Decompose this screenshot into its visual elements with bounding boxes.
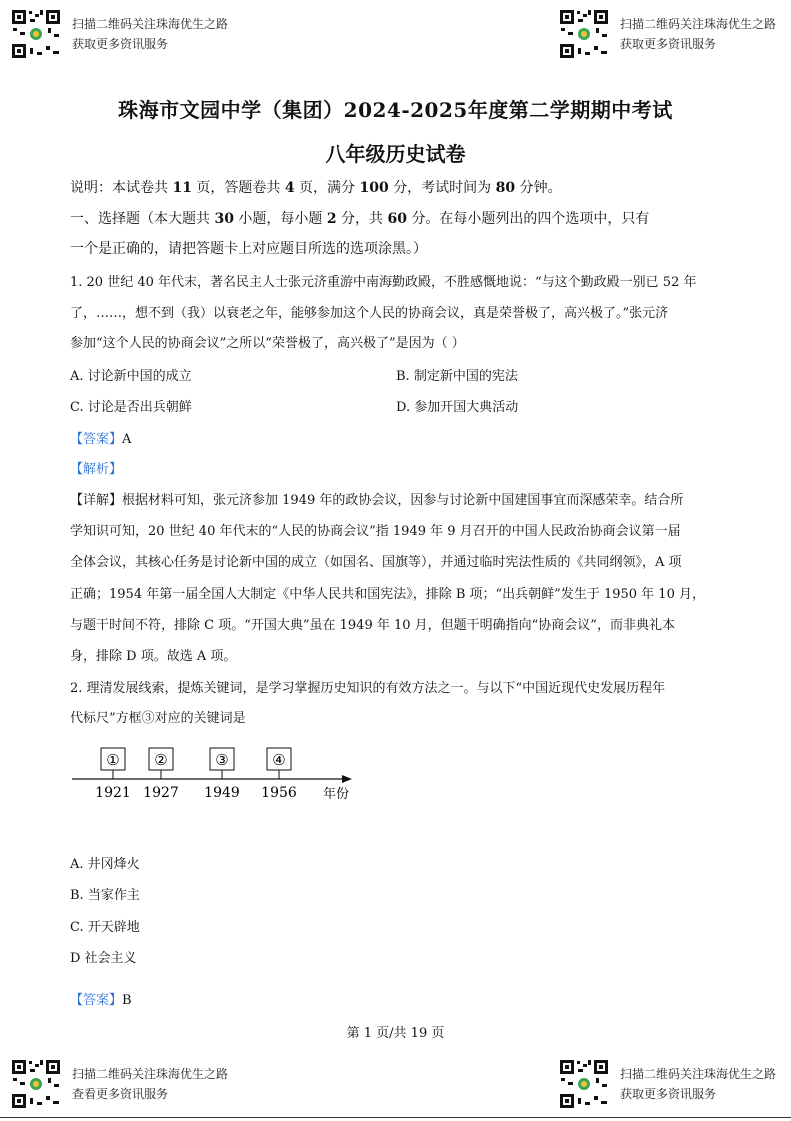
- watermark-line: 扫描二维码关注珠海优生之路: [72, 17, 229, 31]
- q1-option-c: C. 讨论是否出兵朝鲜: [70, 400, 192, 415]
- section-heading: 一、选择题（本大题共 30 小题，每小题 2 分，共 60 分。在每小题列出的四个选项中，只有: [70, 211, 650, 227]
- timeline-marker: [95, 748, 131, 801]
- qr-code-icon: [558, 1058, 610, 1110]
- q1-stem: 1. 20 世纪 40 年代末，著名民主人士张元济重游中南海勤政殿，不胜感慨地说：“与这个勤政殿一别已 52 年: [70, 275, 697, 290]
- timeline-label: ④: [272, 751, 286, 769]
- q1-detail: 学知识可知，20 世纪 40 年代末的“人民的协商会议”指 1949 年 9 月召开的中国人民政治协商会议第一届: [70, 524, 681, 539]
- timeline-marker: [204, 748, 240, 801]
- q1-stem: 了，……，想不到（我）以衰老之年，能够参加这个人民的协商会议，真是荣誉极了，高兴极了。”张元济: [70, 306, 669, 321]
- q1-detail: 与题干时间不符，排除 C 项。“开国大典”虽在 1949 年 10 月，但题干明确指向“协商会议”，而非典礼本: [70, 618, 675, 633]
- q2-stem: 2. 理清发展线索，提炼关键词，是学习掌握历史知识的有效方法之一。与以下“中国近现代史发展历程年: [70, 681, 666, 696]
- q2-option-d: D 社会主义: [70, 951, 137, 966]
- timeline-label: ②: [154, 751, 168, 769]
- q1-answer: 【答案】A: [70, 432, 132, 447]
- q2-option-c: C. 开天辟地: [70, 920, 140, 935]
- q1-detail: 全体会议，其核心任务是讨论新中国的成立（如国名、国旗等），并通过临时宪法性质的《共同纲领》，A 项: [70, 555, 682, 570]
- q1-detail: 正确；1954 年第一届全国人大制定《中华人民共和国宪法》，排除 B 项；“出兵朝鲜”发生于 1950 年 10 月，: [70, 587, 705, 602]
- watermark-line: 获取更多资讯服务: [72, 37, 169, 51]
- watermark-top-right: [620, 14, 776, 54]
- q1-stem: 参加“这个人民的协商会议”之所以“荣誉极了，高兴极了”是因为（ ）: [70, 336, 465, 351]
- timeline-year: 1956: [261, 785, 297, 801]
- timeline-label: ①: [106, 751, 120, 769]
- watermark-bottom-right: [620, 1064, 776, 1104]
- q1-option-d: D. 参加开国大典活动: [396, 400, 519, 415]
- watermark-line: 获取更多资讯服务: [620, 37, 717, 51]
- q1-analysis-tag: 【解析】: [70, 462, 123, 477]
- watermark-line: 扫描二维码关注珠海优生之路: [620, 17, 777, 31]
- watermark-line: 获取更多资讯服务: [620, 1087, 717, 1101]
- q2-option-b: B. 当家作主: [70, 888, 140, 903]
- section-heading-cont: 一个是正确的，请把答题卡上对应题目所选的选项涂黑。）: [70, 241, 427, 257]
- q1-option-a: A. 讨论新中国的成立: [70, 369, 192, 384]
- page-number: 第 1 页/共 19 页: [346, 1026, 445, 1041]
- timeline-axis-label: 年份: [322, 787, 350, 802]
- timeline-arrow: [342, 775, 352, 783]
- q2-option-a: A. 井冈烽火: [70, 857, 140, 872]
- qr-code-icon: [10, 8, 62, 60]
- qr-code-icon: [558, 8, 610, 60]
- watermark-line: 查看更多资讯服务: [72, 1087, 169, 1101]
- q2-answer: 【答案】B: [70, 993, 132, 1008]
- timeline-figure: [70, 742, 370, 808]
- watermark-line: 扫描二维码关注珠海优生之路: [620, 1067, 777, 1081]
- timeline-marker: [261, 748, 297, 801]
- timeline-year: 1921: [95, 785, 131, 801]
- qr-code-icon: [10, 1058, 62, 1110]
- watermark-line: 扫描二维码关注珠海优生之路: [72, 1067, 229, 1081]
- exam-subtitle: 八年级历史试卷: [325, 142, 466, 166]
- q1-option-b: B. 制定新中国的宪法: [396, 369, 518, 384]
- q2-stem: 代标尺”方框③对应的关键词是: [70, 711, 246, 726]
- timeline-label: ③: [215, 751, 229, 769]
- timeline-marker: [143, 748, 179, 801]
- exam-title: 珠海市文园中学（集团）2024-2025年度第二学期期中考试: [118, 98, 673, 122]
- timeline-year: 1949: [204, 785, 240, 801]
- watermark-bottom-left: [72, 1064, 228, 1104]
- watermark-top-left: [72, 14, 228, 54]
- bottom-divider: [0, 1117, 791, 1118]
- instructions: 说明：本试卷共 11 页，答题卷共 4 页，满分 100 分，考试时间为 80 分钟。: [70, 180, 562, 196]
- timeline-year: 1927: [143, 785, 179, 801]
- q1-detail: 身，排除 D 项。故选 A 项。: [70, 649, 237, 664]
- q1-detail: 【详解】根据材料可知，张元济参加 1949 年的政协会议，因参与讨论新中国建国事宜而深感荣幸。结合所: [70, 493, 684, 508]
